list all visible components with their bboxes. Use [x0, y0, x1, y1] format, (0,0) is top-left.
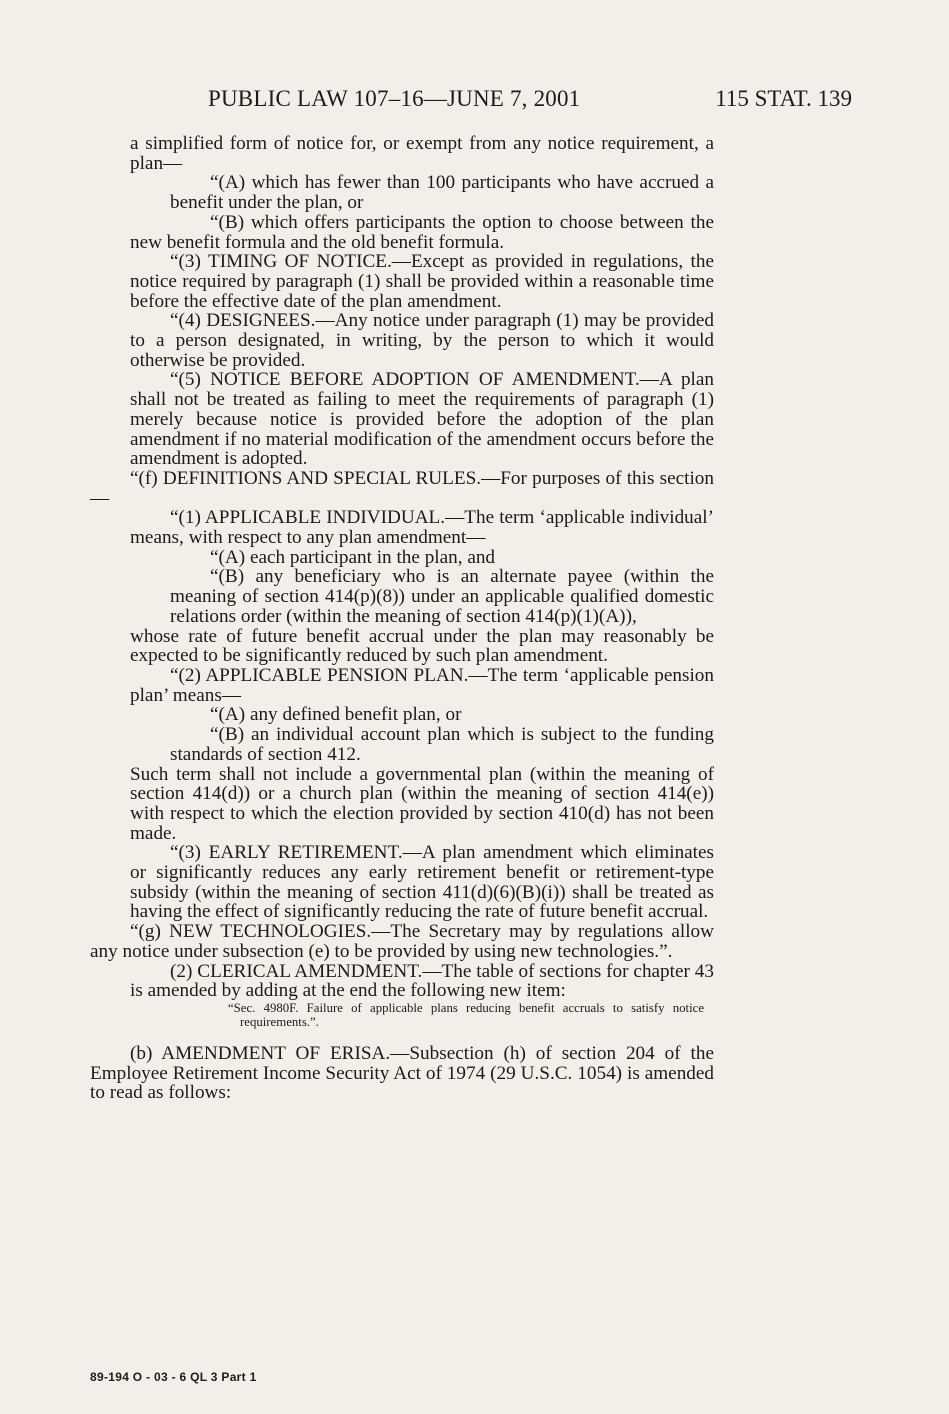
paragraph-notice-before-adoption: “(5) NOTICE BEFORE ADOPTION OF AMENDMENT.—A plan shall not be treated as failing to meet the requirements of paragraph (1) merely because notice is provided before the adoption of the plan amendment if no material modification of the amendment occurs before the amendment is adopted.: [130, 369, 714, 470]
paragraph-rate-of-accrual: whose rate of future benefit accrual under the plan may reasonably be expected to be significantly reduced by such plan amendment.: [130, 625, 714, 667]
paragraph-designees: “(4) DESIGNEES.—Any notice under paragraph (1) may be provided to a person designated, in writing, by the person to which it would otherwise be provided.: [130, 310, 714, 371]
paragraph-clerical-amendment: (2) CLERICAL AMENDMENT.—The table of sections for chapter 43 is amended by adding at the end the following new item:: [130, 960, 714, 1002]
paragraph-individual-account-plan: “(B) an individual account plan which is subject to the funding standards of section 412.: [170, 724, 714, 765]
body-text: [90, 134, 714, 1103]
paragraph-subparagraph-a: [90, 173, 714, 212]
print-code-footer: 89-194 O - 03 - 6 QL 3 Part 1: [90, 1370, 257, 1384]
statute-page-number: 115 STAT. 139: [715, 86, 852, 111]
paragraph-each-participant: “(A) each participant in the plan, and: [210, 546, 496, 568]
page-header: [90, 86, 860, 116]
paragraph-any-beneficiary: “(B) any beneficiary who is an alternate payee (within the meaning of section 414(p)(8)) under an applicable qualified domestic relations order (within the meaning of section 414(p)(1)(A)),: [170, 566, 714, 627]
paragraph-timing-of-notice: “(3) TIMING OF NOTICE.—Except as provided in regulations, the notice required by paragraph (1) shall be provided within a reasonable time before the effective date of the plan amendment.: [130, 251, 714, 312]
paragraph-applicable-pension-plan: “(2) APPLICABLE PENSION PLAN.—The term ‘applicable pension plan’ means—: [130, 664, 714, 706]
paragraph-continuation: a simplified form of notice for, or exempt from any notice requirement, a plan—: [130, 133, 714, 174]
paragraph-new-technologies: “(g) NEW TECHNOLOGIES.—The Secretary may by regulations allow any notice under subsection (e) to be provided by using new technologies.”.: [90, 921, 714, 962]
paragraph-amendment-of-erisa: (b) AMENDMENT OF ERISA.—Subsection (h) of section 204 of the Employee Retirement Income Security Act of 1974 (29 U.S.C. 1054) is amended to read as follows:: [90, 1042, 714, 1104]
paragraph-defined-benefit-plan: “(A) any defined benefit plan, or: [210, 704, 462, 726]
subparagraph-a-text: “(A) which has fewer than 100 participants who have accrued a benefit under the plan, or: [170, 172, 714, 214]
paragraph-definitions: “(f) DEFINITIONS AND SPECIAL RULES.—For purposes of this section—: [90, 467, 714, 509]
running-head: PUBLIC LAW 107–16—JUNE 7, 2001: [208, 86, 581, 111]
table-of-sections-item: “Sec. 4980F. Failure of applicable plans reducing benefit accruals to satisfy notice requirements.”.: [228, 1000, 704, 1030]
paragraph-early-retirement: “(3) EARLY RETIREMENT.—A plan amendment which eliminates or significantly reduces any early retirement benefit or retirement-type subsidy (within the meaning of section 411(d)(6)(B)(i)) shall be treated as having the effect of significantly reducing the rate of future benefit accrual.: [130, 842, 714, 923]
paragraph-applicable-individual: “(1) APPLICABLE INDIVIDUAL.—The term ‘applicable individual’ means, with respect to any plan amendment—: [130, 507, 714, 549]
paragraph-subparagraph-b: “(B) which offers participants the option to choose between the new benefit formula and the old benefit formula.: [130, 211, 714, 253]
paragraph-governmental-plan: Such term shall not include a governmental plan (within the meaning of section 414(d)) or a church plan (within the meaning of section 414(e)) with respect to which the election provided by section 410(d) has not been made.: [130, 763, 714, 844]
